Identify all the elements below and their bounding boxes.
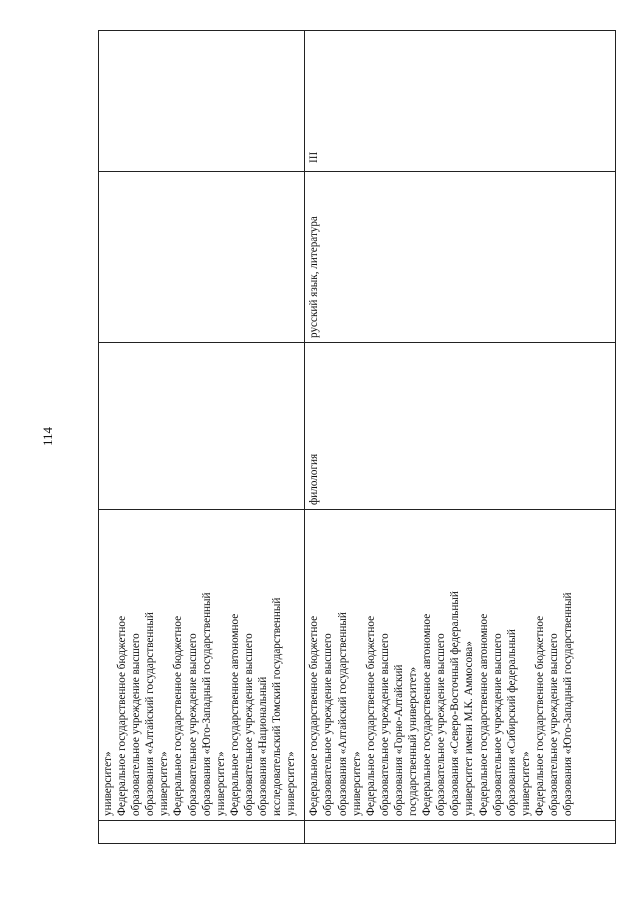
olympiad-table <box>98 30 616 844</box>
institution-line: образовательное учреждение высшего <box>322 633 335 816</box>
institution-line: образовательное учреждение высшего <box>435 633 448 816</box>
institution-line: образования «Алтайский государственный <box>144 612 157 816</box>
institution-line: образовательное учреждение высшего <box>186 633 199 816</box>
institution-line: образования «Сибирский федеральный <box>505 629 518 816</box>
page-number: 114 <box>40 426 55 446</box>
institution-line: образовательное учреждение высшего <box>130 633 143 816</box>
table-cell-empty <box>305 821 616 844</box>
table-row <box>99 31 305 844</box>
institution-line: Федеральное государственное бюджетное <box>533 615 546 816</box>
institution-line: университет имени М.К. Аммосова» <box>463 641 476 816</box>
institution-line: образовательное учреждение высшего <box>547 633 560 816</box>
institution-line: университет» <box>102 751 114 816</box>
institution-line: Федеральное государственное бюджетное <box>308 615 321 816</box>
subjects-cell <box>99 172 305 343</box>
institution-line: Федеральное государственное автономное <box>421 613 434 816</box>
institution-line: образовательное учреждение высшего <box>491 633 504 816</box>
institution-line: Федеральное государственное бюджетное <box>116 615 129 816</box>
institution-line: образования «Северо-Восточный федеральный <box>449 591 462 816</box>
level-cell: III <box>305 31 616 172</box>
institution-line: образования «Национальный <box>257 676 270 816</box>
institution-line: университет» <box>285 751 298 816</box>
institution-line: образования «Юго-Западный государственный <box>562 592 575 816</box>
field-cell: филология <box>305 343 616 510</box>
institution-line: образования «Юго-Западный государственный <box>200 592 213 816</box>
field-cell <box>99 343 305 510</box>
subjects-cell: русский язык, литература <box>305 172 616 343</box>
rotated-table-wrapper <box>98 30 616 844</box>
institutions-cell <box>305 510 616 821</box>
institution-line: университет» <box>214 751 227 816</box>
institution-line: государственный университет» <box>407 666 420 816</box>
institution-line: образования «Горно-Алтайский <box>392 664 405 816</box>
institution-line: университет» <box>519 751 532 816</box>
institution-line: исследовательский Томский государственный <box>271 597 284 816</box>
institution-line: университет» <box>350 751 363 816</box>
table-cell-empty <box>99 821 305 844</box>
institutions-cell <box>99 510 305 821</box>
table-row <box>305 31 616 844</box>
institution-line: Федеральное государственное автономное <box>228 613 241 816</box>
institution-line: Федеральное государственное бюджетное <box>364 615 377 816</box>
institution-line: университет» <box>158 751 171 816</box>
level-cell <box>99 31 305 172</box>
institution-line: образовательное учреждение высшего <box>242 633 255 816</box>
institution-line: образовательное учреждение высшего <box>378 633 391 816</box>
institution-line: образования «Алтайский государственный <box>336 612 349 816</box>
institution-line: Федеральное государственное бюджетное <box>172 615 185 816</box>
institution-line: Федеральное государственное автономное <box>477 613 490 816</box>
